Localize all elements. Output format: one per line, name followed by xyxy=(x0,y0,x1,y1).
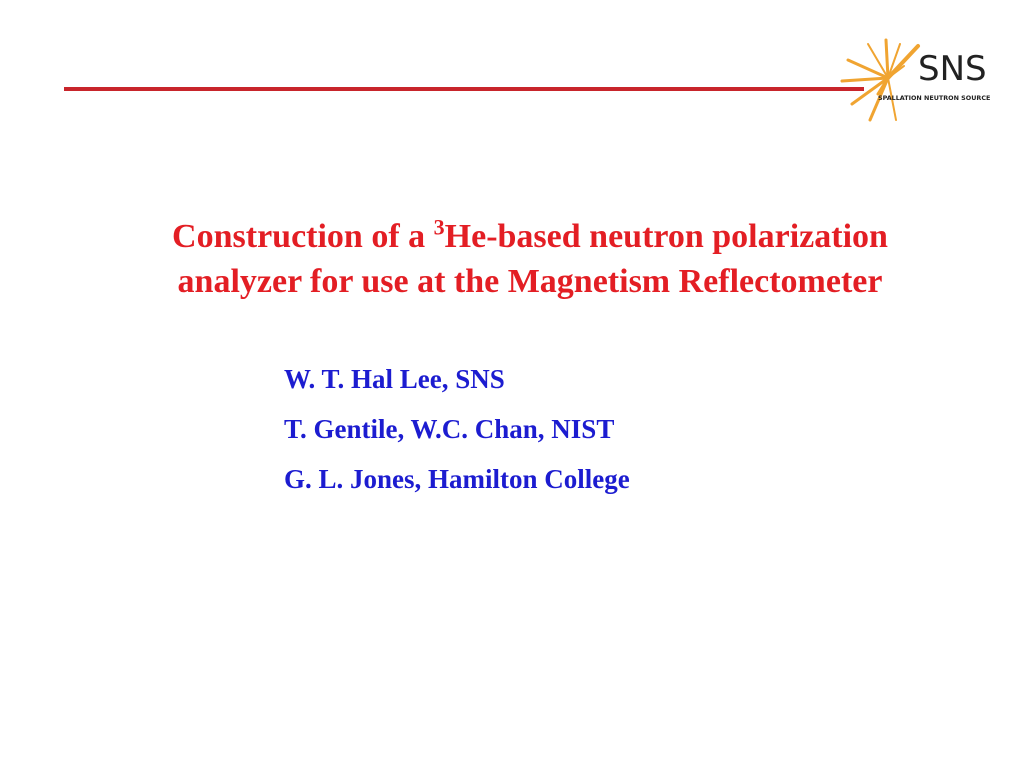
author-list xyxy=(284,360,884,510)
title-prefix: Construction of a xyxy=(172,218,434,255)
header-rule xyxy=(64,87,864,91)
author-line: G. L. Jones, Hamilton College xyxy=(284,464,630,494)
starburst-icon xyxy=(842,40,918,120)
logo-wordmark: SNS xyxy=(918,49,987,89)
logo-subtitle: SPALLATION NEUTRON SOURCE xyxy=(878,94,991,102)
title-line1-rest: He-based neutron polarization xyxy=(444,218,888,255)
title-superscript: 3 xyxy=(433,214,445,240)
author-line: T. Gentile, W.C. Chan, NIST xyxy=(284,414,615,444)
title-line2: analyzer for use at the Magnetism Reflectometer xyxy=(177,263,883,300)
sns-logo xyxy=(838,36,991,126)
slide-title xyxy=(60,214,1000,304)
author-line: W. T. Hal Lee, SNS xyxy=(284,364,505,394)
